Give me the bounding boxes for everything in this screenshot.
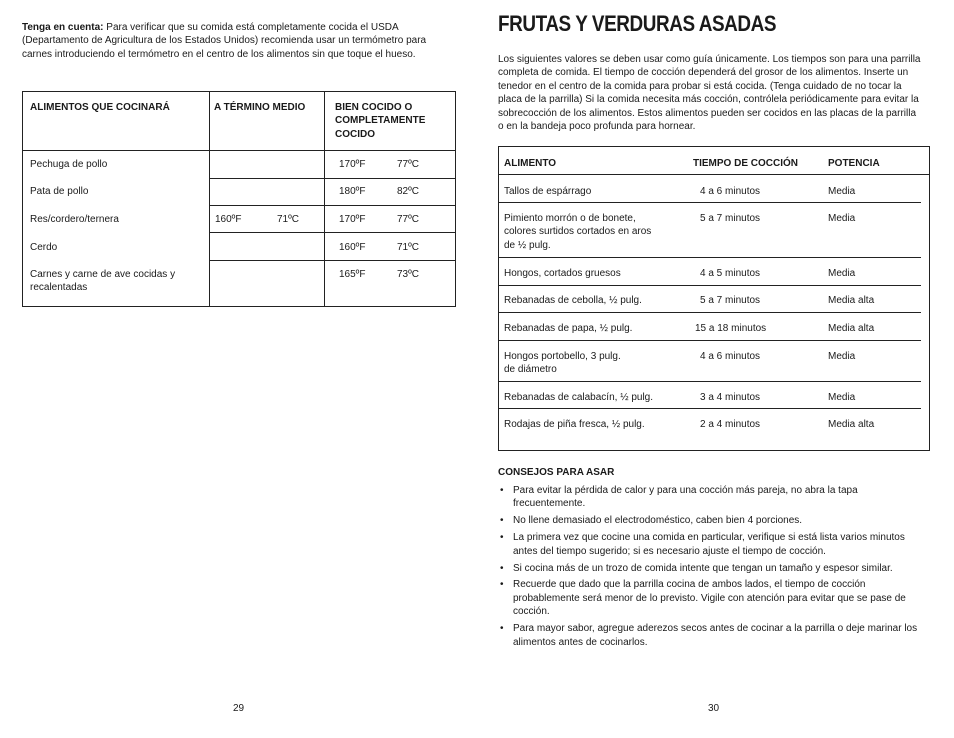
col-header-power: POTENCIA	[828, 158, 880, 169]
page-title: FRUTAS Y VERDURAS ASADAS	[498, 11, 777, 36]
intro-paragraph: Los siguientes valores se deben usar como guía únicamente. Los tiempos son para una parrilla completa de comida. El tiempo de cocción dependerá del grosor de los alimentos. Inserte un tenedor en el centro de la comida para probar si está cocida. (Tenga cuidado de no tocar la placa de la parrilla) Si la comida necesita más cocción, contrólela periódicamente para evitar la sobrecocción de los alimentos. Estos alimentos pueden ser cocidos en las placas de la parrilla o en la bandeja poco profunda para hornear.	[498, 54, 921, 133]
tips-list	[498, 484, 923, 652]
well-temp-c: 82ºC	[397, 186, 419, 197]
table-row-food: Carnes y carne de ave cocidas y recalentadas	[30, 269, 176, 294]
col-header-well-done: BIEN COCIDO O COMPLETAMENTE COCIDO	[335, 102, 426, 140]
table-row-food: Pechuga de pollo	[30, 159, 108, 170]
table-row-food: Rebanadas de papa, ½ pulg.	[504, 323, 633, 334]
table-row-power: Media	[828, 213, 856, 224]
well-temp-c: 73ºC	[397, 269, 419, 280]
table-row-food: Rodajas de piña fresca, ½ pulg.	[504, 419, 645, 430]
medium-temp-f: 160ºF	[215, 214, 242, 225]
table-row-time: 4 a 5 minutos	[700, 268, 761, 279]
well-temp-c: 77ºC	[397, 214, 419, 225]
table-row-power: Media	[828, 186, 856, 197]
well-temp-f: 165ºF	[339, 269, 366, 280]
table-row-food: Rebanadas de calabacín, ½ pulg.	[504, 392, 653, 403]
table-row-power: Media alta	[828, 295, 875, 306]
well-temp-f: 170ºF	[339, 214, 366, 225]
tips-heading: CONSEJOS PARA ASAR	[498, 467, 615, 478]
table-row-time: 2 a 4 minutos	[700, 419, 761, 430]
table-row-power: Media alta	[828, 323, 875, 334]
list-item: • Recuerde que dado que la parrilla cocina de ambos lados, el tiempo de cocción probablemente será menor de lo previsto. Vigile con atención para evitar que se pase de cocción.	[498, 578, 923, 618]
table-row-food: Hongos portobello, 3 pulg. de diámetro	[504, 351, 621, 376]
table-row-power: Media	[828, 392, 856, 403]
list-item: • Si cocina más de un trozo de comida intente que tengan un tamaño y espesor similar.	[498, 562, 923, 575]
col-header-time: TIEMPO DE COCCIÓN	[693, 158, 799, 169]
table-row-time: 3 a 4 minutos	[700, 392, 761, 403]
note-label: Tenga en cuenta:	[22, 22, 104, 33]
col-header-food: ALIMENTO	[504, 158, 557, 169]
note-text: Para verificar que su comida está completamente cocida el USDA (Departamento de Agricultura de los Estados Unidos) recomienda usar un termómetro para carnes introduciendo el termómetro en el centro de los alimentos sin que toque el hueso.	[22, 22, 427, 60]
well-temp-f: 170ºF	[339, 159, 366, 170]
table-row-food: Hongos, cortados gruesos	[504, 268, 621, 279]
table-row-power: Media alta	[828, 419, 875, 430]
well-temp-c: 71ºC	[397, 242, 419, 253]
well-temp-c: 77ºC	[397, 159, 419, 170]
list-item: • No llene demasiado el electrodoméstico, caben bien 4 porciones.	[498, 514, 923, 527]
well-temp-f: 180ºF	[339, 186, 366, 197]
medium-temp-c: 71ºC	[277, 214, 299, 225]
list-item: • La primera vez que cocine una comida en particular, verifique si está lista varios minutos antes del tiempo sugerido; si es necesario ajuste el tiempo de cocción.	[498, 531, 923, 558]
table-row-time: 15 a 18 minutos	[695, 323, 767, 334]
list-item: • Para mayor sabor, agregue aderezos secos antes de cocinar a la parrilla o deje marinar los alimentos antes de cocinarlos.	[498, 622, 923, 649]
page-number-left: 29	[233, 703, 245, 714]
list-item: • Para evitar la pérdida de calor y para una cocción más pareja, no abra la tapa frecuentemente.	[498, 484, 923, 511]
temperature-table	[22, 91, 456, 307]
table-row-time: 4 a 6 minutos	[700, 351, 761, 362]
page-number-right: 30	[708, 703, 720, 714]
table-row-food: Pata de pollo	[30, 186, 89, 197]
table-row-food: Tallos de espárrago	[504, 186, 592, 197]
col-header-medium: A TÉRMINO MEDIO	[214, 102, 306, 113]
table-row-power: Media	[828, 268, 856, 279]
grilling-times-table	[498, 146, 930, 451]
table-row-time: 5 a 7 minutos	[700, 295, 761, 306]
table-row-food: Cerdo	[30, 242, 58, 253]
col-header-food: ALIMENTOS QUE COCINARÁ	[30, 102, 170, 113]
well-temp-f: 160ºF	[339, 242, 366, 253]
table-row-time: 4 a 6 minutos	[700, 186, 761, 197]
table-row-time: 5 a 7 minutos	[700, 213, 761, 224]
table-row-food: Pimiento morrón o de bonete, colores surtidos cortados en aros de ½ pulg.	[504, 213, 652, 251]
usda-note	[22, 21, 452, 61]
table-row-food: Rebanadas de cebolla, ½ pulg.	[504, 295, 642, 306]
table-row-power: Media	[828, 351, 856, 362]
table-row-food: Res/cordero/ternera	[30, 214, 119, 225]
